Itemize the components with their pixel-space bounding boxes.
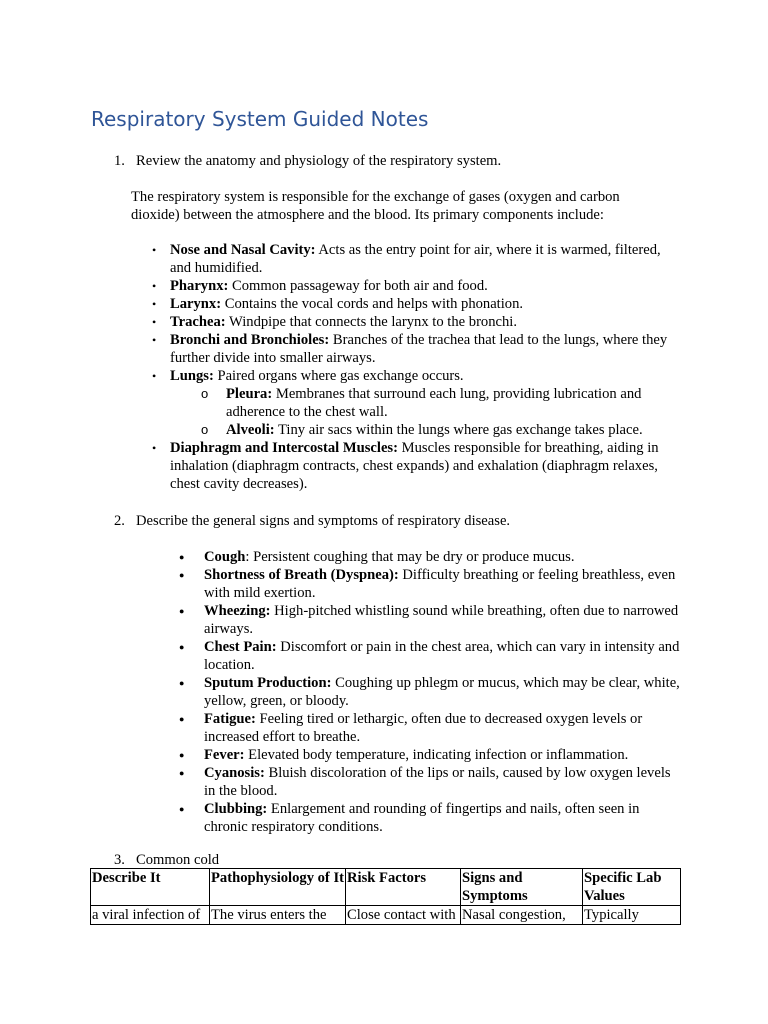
anatomy-list bbox=[170, 241, 680, 493]
table-header-cell: Specific Lab Values bbox=[583, 869, 681, 906]
common-cold-table bbox=[90, 868, 681, 925]
table-header-row bbox=[91, 869, 681, 906]
list-item: ● Chest Pain: Discomfort or pain in the chest area, which can vary in intensity and location. bbox=[204, 638, 684, 674]
question-3 bbox=[114, 851, 219, 869]
list-item: • Lungs: Paired organs where gas exchange occurs. o Pleura: Membranes that surround each lung, providing lubrication and adherence to the chest wall. o Alveoli: Tiny air sacs within the lungs where gas exchange takes place. bbox=[170, 367, 680, 439]
list-item: ● Clubbing: Enlargement and rounding of fingertips and nails, often seen in chronic respiratory conditions. bbox=[204, 800, 684, 836]
question-2-prompt: Describe the general signs and symptoms of respiratory disease. bbox=[136, 513, 511, 529]
list-item: ● Fatigue: Feeling tired or lethargic, often due to decreased oxygen levels or increased effort to breathe. bbox=[204, 710, 684, 746]
list-item: ● Cyanosis: Bluish discoloration of the lips or nails, caused by low oxygen levels in the blood. bbox=[204, 764, 684, 800]
table-cell: Close contact with bbox=[346, 906, 461, 925]
lungs-sublist bbox=[170, 385, 680, 439]
table-cell: The virus enters the bbox=[210, 906, 346, 925]
question-3-prompt: Common cold bbox=[136, 852, 220, 868]
question-1 bbox=[114, 152, 501, 170]
table-cell: Nasal congestion, bbox=[461, 906, 583, 925]
table-header-cell: Pathophysiology of It bbox=[210, 869, 346, 906]
table-cell: Typically bbox=[583, 906, 681, 925]
list-item: • Larynx: Contains the vocal cords and helps with phonation. bbox=[170, 295, 680, 313]
symptoms-list bbox=[204, 548, 684, 836]
list-item: • Bronchi and Bronchioles: Branches of the trachea that lead to the lungs, where they further divide into smaller airways. bbox=[170, 331, 680, 367]
page-title: Respiratory System Guided Notes bbox=[91, 107, 429, 131]
list-item: ● Fever: Elevated body temperature, indicating infection or inflammation. bbox=[204, 746, 684, 764]
question-2-number: 2. bbox=[114, 513, 125, 529]
question-1-prompt: Review the anatomy and physiology of the respiratory system. bbox=[136, 153, 502, 169]
table-header-cell: Describe It bbox=[91, 869, 210, 906]
list-item: ● Shortness of Breath (Dyspnea): Difficulty breathing or feeling breathless, even with mild exertion. bbox=[204, 566, 684, 602]
table-row bbox=[91, 906, 681, 925]
question-1-number: 1. bbox=[114, 153, 125, 169]
list-item: ● Cough: Persistent coughing that may be dry or produce mucus. bbox=[204, 548, 684, 566]
sub-list-item: o Alveoli: Tiny air sacs within the lungs where gas exchange takes place. bbox=[226, 421, 680, 439]
list-item: • Pharynx: Common passageway for both air and food. bbox=[170, 277, 680, 295]
section-1-intro: The respiratory system is responsible for the exchange of gases (oxygen and carbon dioxide) between the atmosphere and the blood. Its primary components include: bbox=[131, 189, 620, 223]
list-item: ● Wheezing: High-pitched whistling sound while breathing, often due to narrowed airways. bbox=[204, 602, 684, 638]
question-2 bbox=[114, 512, 510, 530]
list-item: ● Sputum Production: Coughing up phlegm or mucus, which may be clear, white, yellow, green, or bloody. bbox=[204, 674, 684, 710]
table-header-cell: Risk Factors bbox=[346, 869, 461, 906]
sub-list-item: o Pleura: Membranes that surround each lung, providing lubrication and adherence to the chest wall. bbox=[226, 385, 680, 421]
question-3-number: 3. bbox=[114, 852, 125, 868]
table-cell: a viral infection of bbox=[91, 906, 210, 925]
table-header-cell: Signs and Symptoms bbox=[461, 869, 583, 906]
list-item: • Nose and Nasal Cavity: Acts as the entry point for air, where it is warmed, filtered, and humidified. bbox=[170, 241, 680, 277]
list-item: • Trachea: Windpipe that connects the larynx to the bronchi. bbox=[170, 313, 680, 331]
list-item: • Diaphragm and Intercostal Muscles: Muscles responsible for breathing, aiding in inhalation (diaphragm contracts, chest expands) and exhalation (diaphragm relaxes, chest cavity decreases). bbox=[170, 439, 680, 493]
